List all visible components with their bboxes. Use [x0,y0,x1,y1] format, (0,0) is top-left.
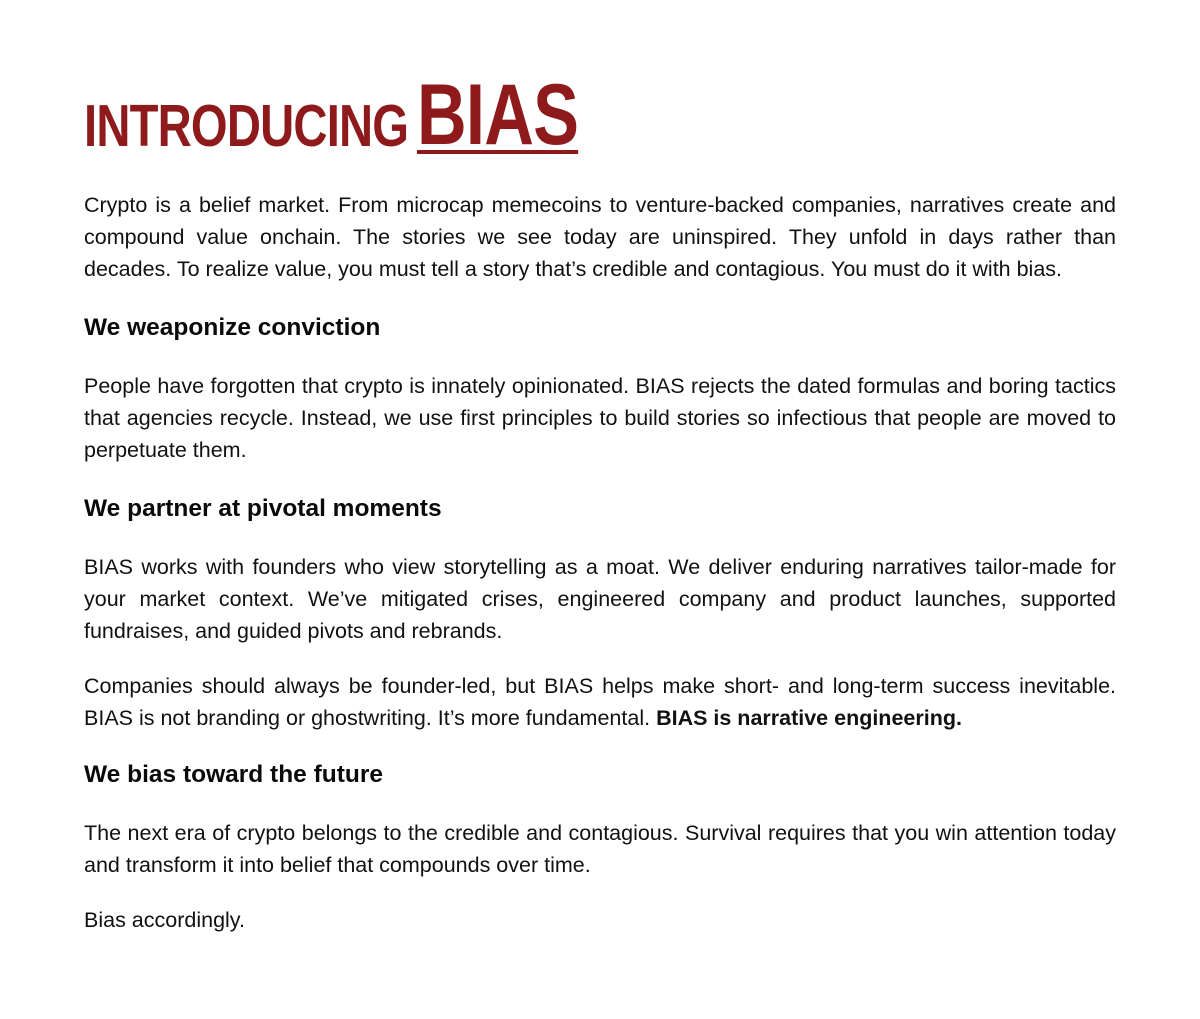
manifesto-document [84,67,1116,936]
signoff: Bias accordingly. [84,908,245,932]
section-heading-partner: We partner at pivotal moments [84,495,442,522]
title-introducing: INTRODUCING [84,93,409,159]
intro-paragraph: Crypto is a belief market. From microcap memecoins to venture-backed companies, narratives create and compound value onchain. The stories we see today are uninspired. They unfold in days rather than decades. To realize value, you must tell a story that’s credible and contagious. You must do it with bias. [84,193,1116,281]
section-body-future: The next era of crypto belongs to the credible and contagious. Survival requires that you win attention today and transform it into belief that compounds over time. [84,821,1116,877]
narrative-engineering-emphasis: BIAS is narrative engineering. [656,706,962,730]
partner-2-text: Companies should always be founder-led, but BIAS helps make short- and long-term success inevitable. BIAS is not branding or ghostwriting. It’s more fundamental. [84,674,1116,730]
section-heading-conviction: We weaponize conviction [84,314,381,341]
section-body-partner-2 [84,670,1116,734]
section-heading-future: We bias toward the future [84,761,384,788]
section-body-conviction: People have forgotten that crypto is innately opinionated. BIAS rejects the dated formulas and boring tactics that agencies recycle. Instead, we use first principles to build stories so infectious that people are moved to perpetuate them. [84,374,1116,462]
section-body-partner-1: BIAS works with founders who view storytelling as a moat. We deliver enduring narratives tailor-made for your market context. We’ve mitigated crises, engineered company and product launches, supported fundraises, and guided pivots and rebrands. [84,555,1116,643]
title-brand-bias: BIAS [417,67,579,163]
page-title [84,67,1116,163]
